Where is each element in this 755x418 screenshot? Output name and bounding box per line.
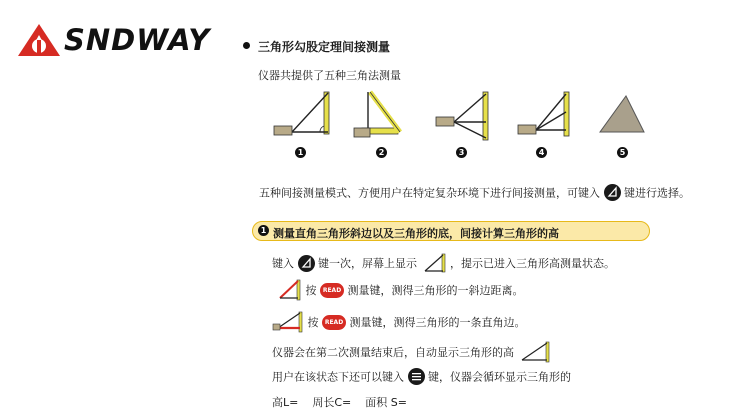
triangle-mode-4-icon [518, 92, 569, 136]
step1-line4 [272, 340, 552, 364]
step1-line1-a: 键入 [272, 257, 294, 270]
mode-number-3: 3 [456, 147, 467, 158]
triangle-height-icon [421, 252, 447, 274]
step1-number: 1 [258, 225, 269, 236]
section-title: 三角形勾股定理间接测量 [258, 40, 391, 54]
step1-line3-b: 测量键，测得三角形的一条直角边。 [349, 316, 526, 329]
step1-line1 [272, 252, 615, 274]
brand-logo [16, 22, 226, 58]
brand-name: SNDWAY [64, 23, 211, 57]
mode-description-a: 五种间接测量模式、方便用户在特定复杂环境下进行间接测量，可键入 [259, 186, 600, 200]
triangle-mode-key-icon [604, 184, 621, 201]
step1-line5-a: 用户在该状态下还可以键入 [272, 370, 404, 384]
mode-description-b: 键进行选择。 [624, 186, 690, 200]
triangle-modes-illustration [270, 88, 660, 146]
step1-heading-banner [252, 221, 650, 241]
step1-line3-a: 按 [307, 316, 319, 329]
brand-logo-icon [16, 22, 62, 58]
step1-line1-c: ，提示已进入三角形高测量状态。 [450, 257, 615, 270]
mode-number-5: 5 [617, 147, 628, 158]
step1-line2-b: 测量键，测得三角形的一斜边距离。 [347, 284, 524, 297]
mode-number-2: 2 [376, 147, 387, 158]
triangle-mode-2-icon [354, 92, 400, 137]
step1-line2 [276, 278, 524, 302]
step1-line1-b: 键一次，屏幕上显示 [318, 257, 417, 270]
section-intro: 仪器共提供了五种三角法测量 [258, 69, 401, 82]
step1-line6 [272, 394, 407, 410]
read-button-icon: READ [320, 283, 344, 298]
hypotenuse-measure-icon [276, 278, 302, 302]
triangle-mode-3-icon [436, 92, 488, 140]
step1-line5 [272, 368, 571, 385]
bullet [243, 42, 250, 49]
base-measure-icon [272, 310, 304, 334]
mode-number-1: 1 [295, 147, 306, 158]
step1-line4-text: 仪器会在第二次测量结束后，自动显示三角形的高 [272, 346, 514, 359]
triangle-mode-key-icon [298, 255, 315, 272]
triangle-mode-1-icon [274, 92, 329, 135]
mode-description [259, 184, 690, 201]
triangle-height-result-icon [518, 340, 552, 364]
step1-line6-text: 高L= 周长C= 面积 S= [272, 396, 407, 409]
step1-line2-a: 按 [305, 284, 317, 297]
step1-heading: 测量直角三角形斜边以及三角形的底，间接计算三角形的高 [273, 227, 559, 240]
menu-button-icon [408, 368, 425, 385]
triangle-mode-5-icon [600, 96, 644, 132]
mode-number-4: 4 [536, 147, 547, 158]
read-button-icon: READ [322, 315, 346, 330]
step1-line5-b: 键，仪器会循环显示三角形的 [428, 370, 571, 384]
step1-line3 [272, 310, 526, 334]
